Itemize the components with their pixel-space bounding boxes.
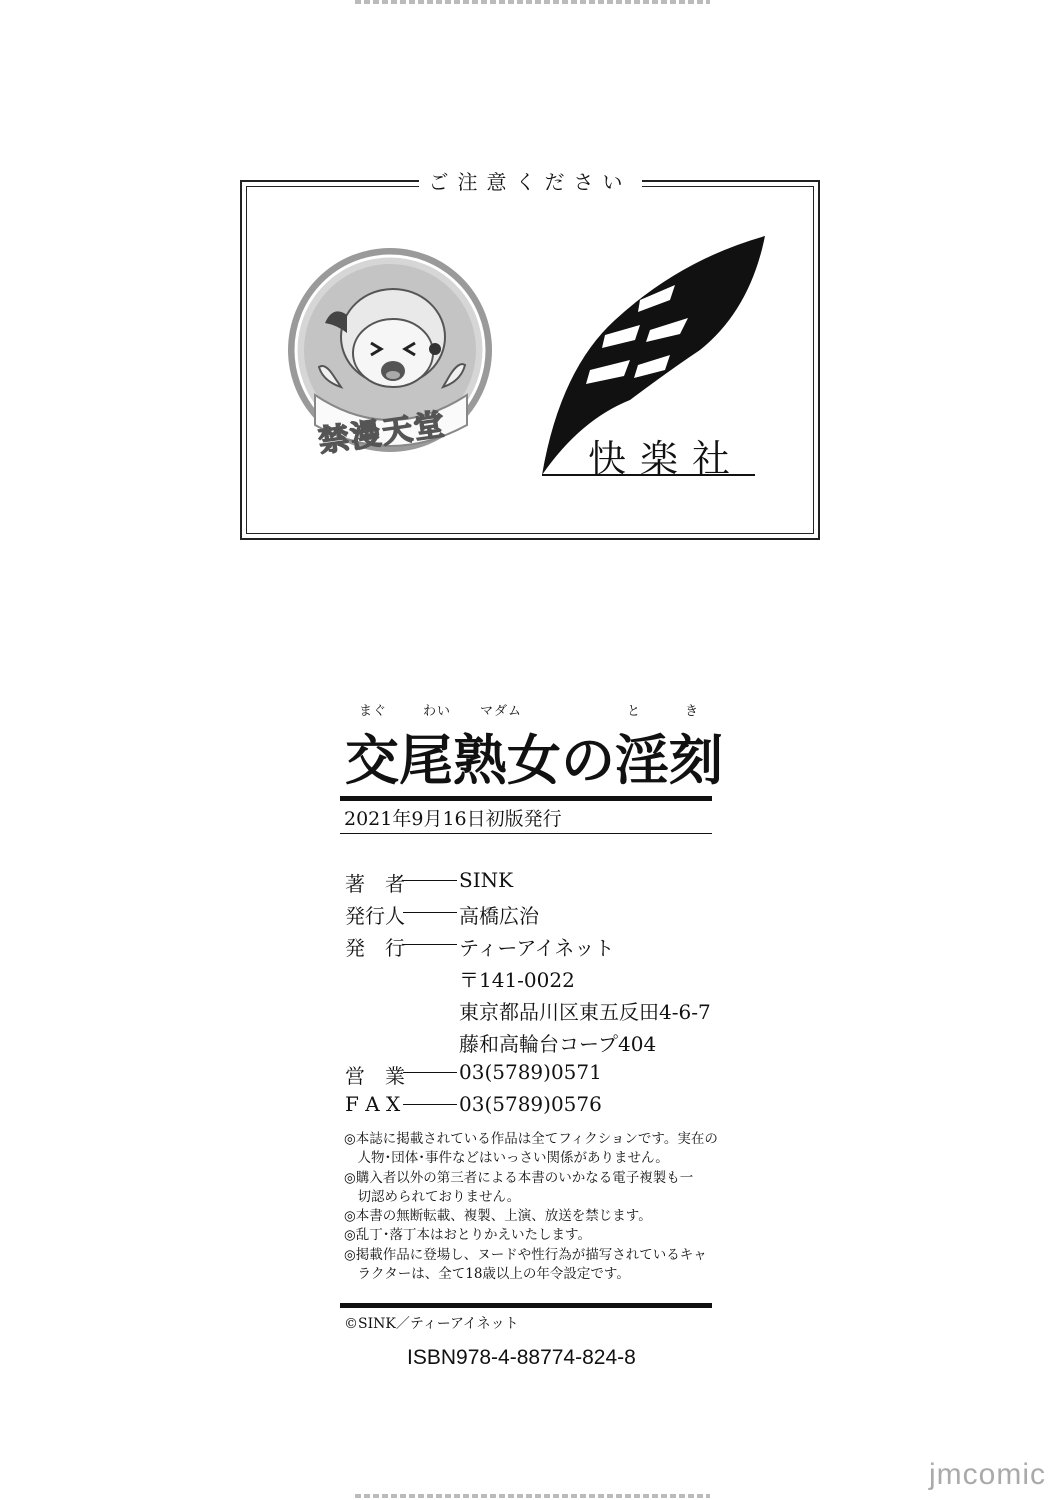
note-line: ◎本誌に掲載されている作品は全てフィクションです。実在の (344, 1131, 718, 1147)
note-line: ◎乱丁･落丁本はおとりかえいたします。 (344, 1227, 591, 1244)
address-street: 東京都品川区東五反田4-6-7 (459, 1000, 711, 1024)
note-line: ラクターは、全て18歳以上の年令設定です。 (344, 1266, 630, 1283)
credit-row-publisher: 発 行 ティーアイネット (345, 932, 725, 964)
isbn-number: ISBN978-4-88774-824-8 (407, 1346, 636, 1369)
ruby-to: と (627, 704, 642, 719)
note-line: ◎本書の無断転載、複製、上演、放送を禁じます。 (344, 1208, 652, 1225)
ruby-wai: わい (423, 704, 452, 719)
ruby-madamu: マダム (480, 704, 523, 719)
bottom-rule (340, 1303, 712, 1308)
bottom-page-edge (355, 1494, 710, 1498)
notice-heading: ご注意ください (242, 166, 818, 195)
date-rule (340, 833, 712, 834)
ruby-ki: き (685, 704, 700, 719)
credit-row-author: 著 者 SINK (345, 868, 725, 900)
contact-row-sales: 営 業 03(5789)0571 (345, 1060, 725, 1092)
address-postal: 〒141-0022 (459, 968, 575, 992)
stamp-text: 禁漫天堂 (316, 407, 449, 460)
publisher-logo-text: 快楽社 (588, 437, 745, 481)
top-page-edge (355, 0, 710, 4)
copyright-line: ©SINK／ティーアイネット (344, 1316, 519, 1332)
note-line: 切認められておりません。 (344, 1188, 521, 1205)
book-title (345, 704, 723, 792)
book-title-text: 交尾熟女の淫刻 (345, 728, 723, 792)
note-line: ◎掲載作品に登場し、ヌードや性行為が描写されているキャ (344, 1246, 707, 1263)
watermark-text: jmcomic (929, 1458, 1046, 1491)
note-line: ◎購入者以外の第三者による本書のいかなる電子複製も一 (344, 1169, 694, 1186)
credit-row-issuer: 発行人 高橋広治 (345, 900, 725, 932)
address-building: 藤和高輪台コープ404 (459, 1032, 657, 1056)
note-line: 人物･団体･事件などはいっさい関係がありません。 (344, 1150, 669, 1167)
title-rule (340, 796, 712, 801)
contact-row-fax: F A X 03(5789)0576 (345, 1092, 725, 1124)
ruby-magu: まぐ (359, 704, 388, 719)
publication-date: 2021年9月16日初版発行 (344, 808, 562, 830)
legal-notes (344, 1130, 716, 1284)
credits-block (345, 868, 725, 1124)
